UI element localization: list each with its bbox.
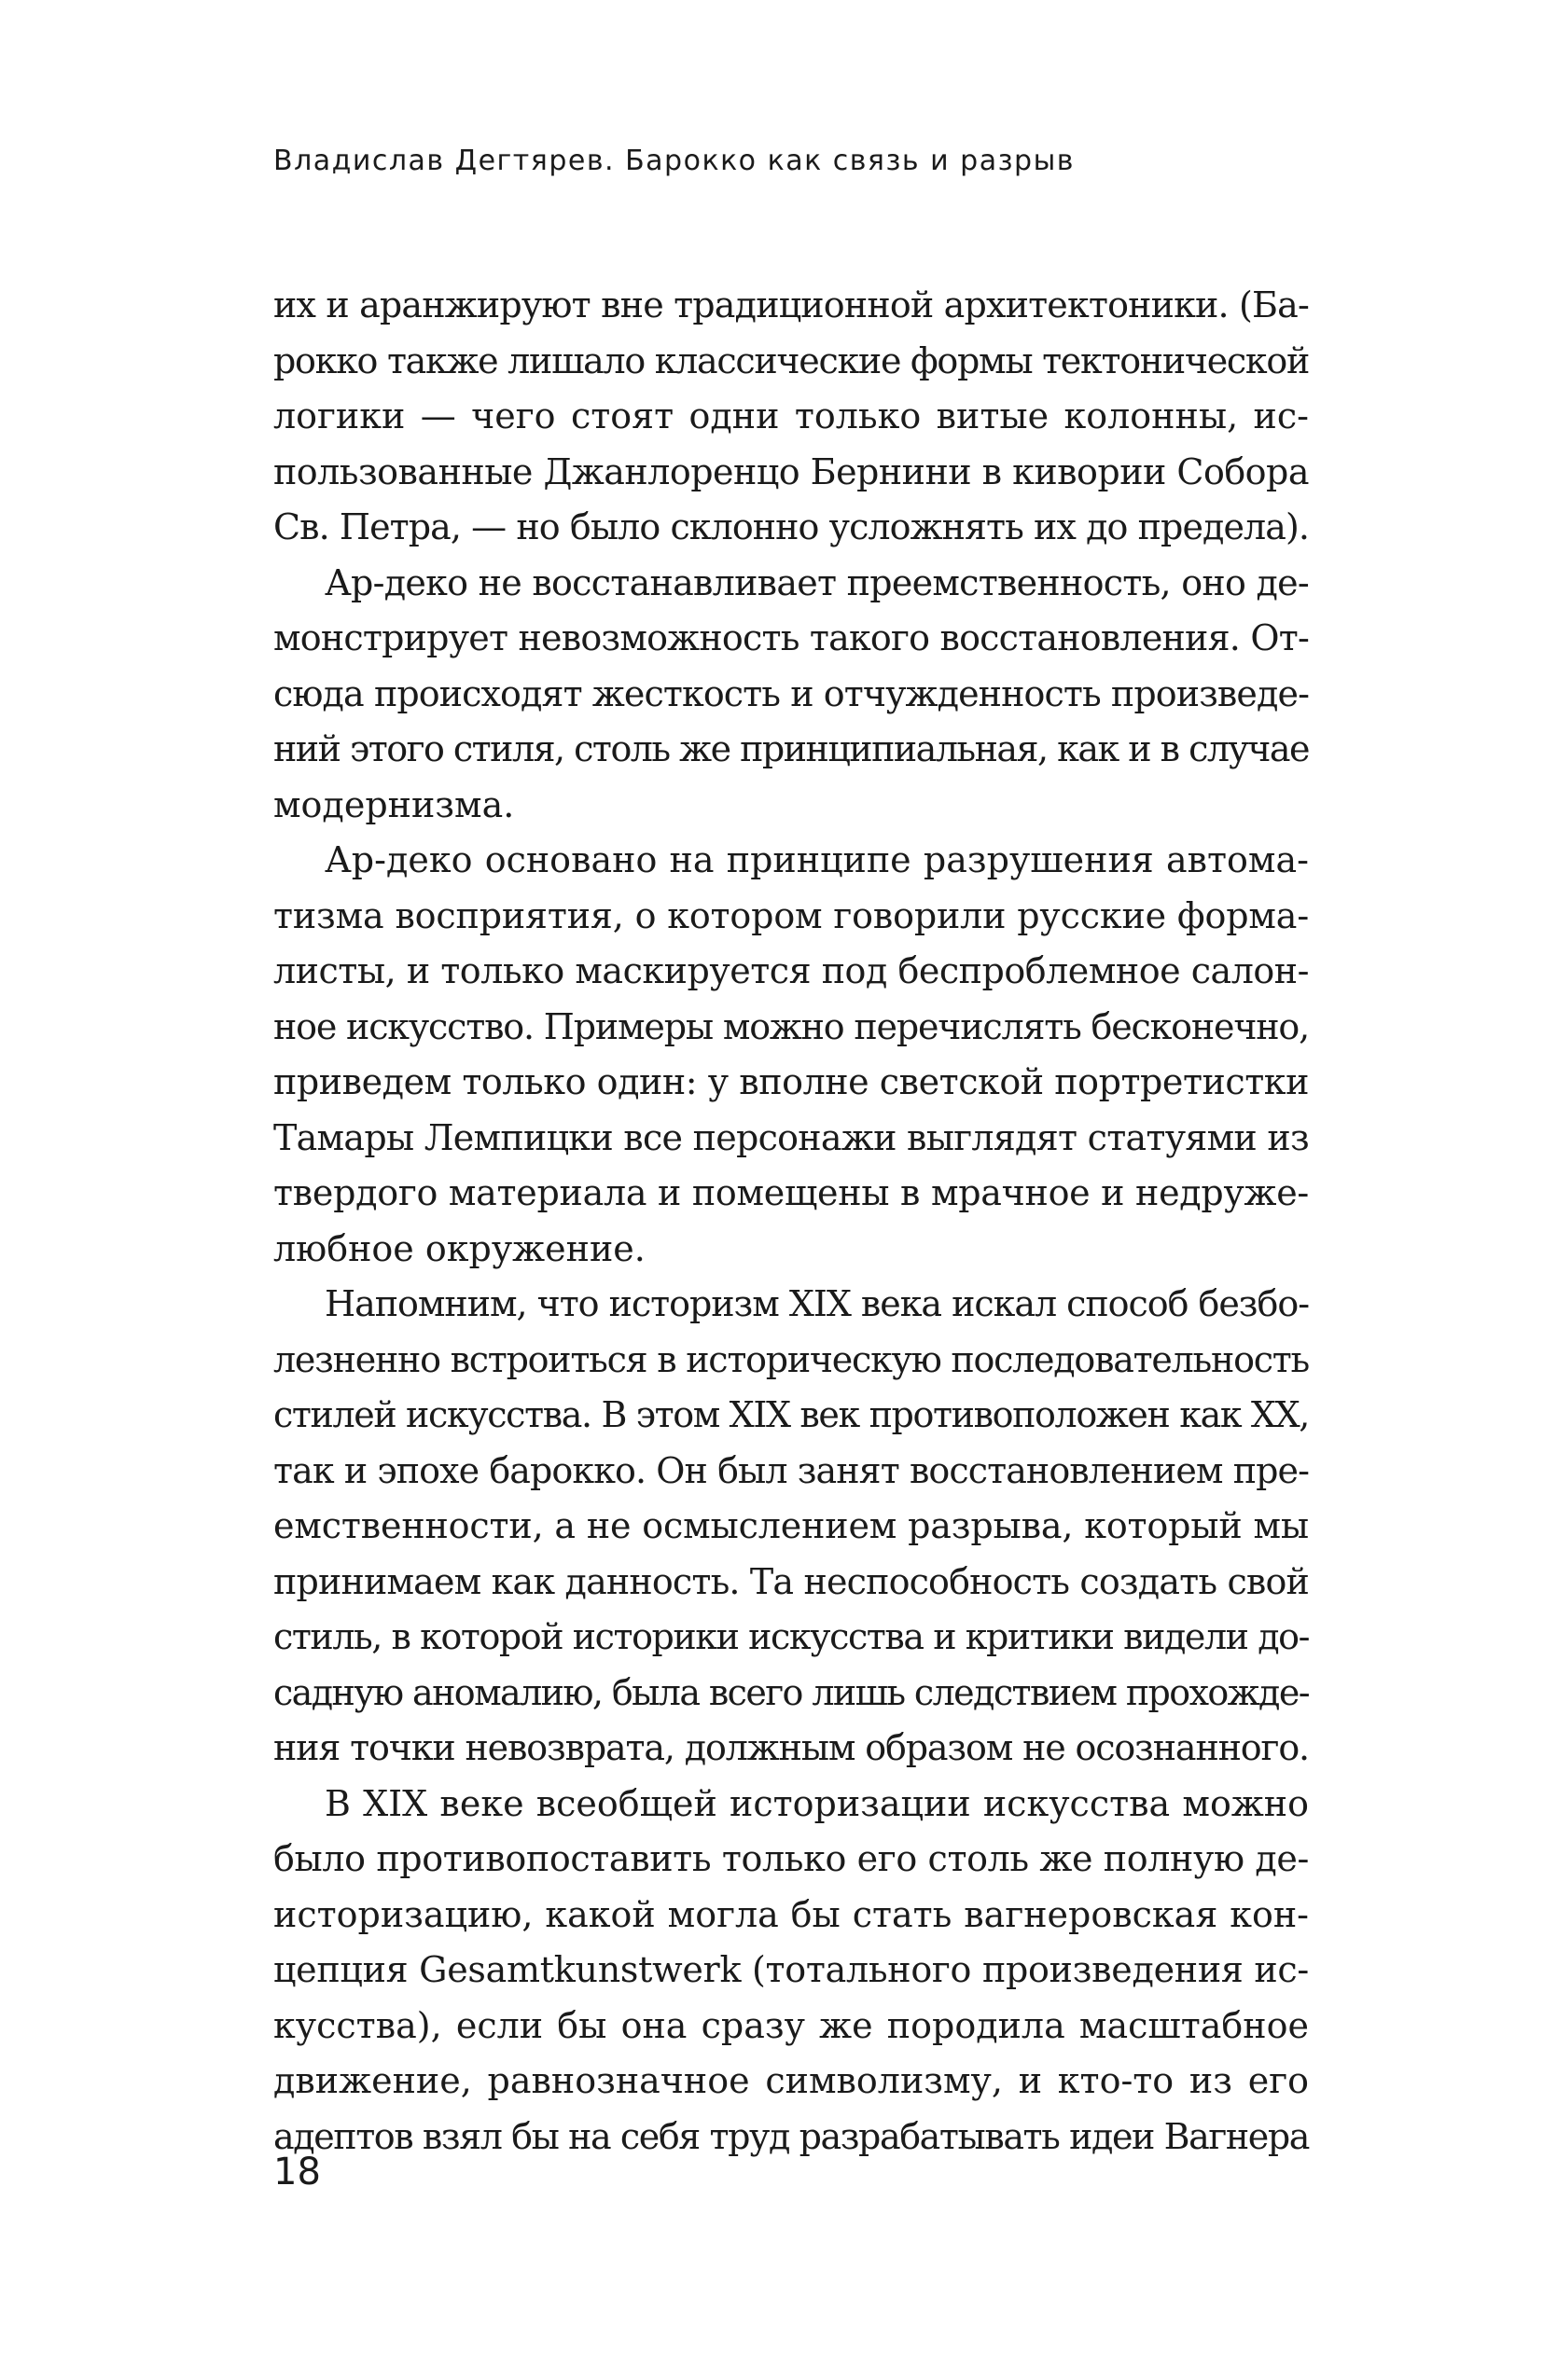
text-line: тизма восприятия, о котором говорили русские форма-	[273, 894, 1309, 936]
text-line: так и эпохе барокко. Он был занят восстановлением пре-	[273, 1449, 1309, 1491]
running-header: Владислав Дегтярев. Барокко как связь и разрыв	[273, 145, 1075, 177]
text-line: садную аномалию, была всего лишь следствием прохожде-	[273, 1671, 1309, 1713]
text-line: приведем только один: у вполне светской портретистки	[273, 1061, 1309, 1102]
text-line: емственности, а не осмыслением разрыва, который мы	[273, 1505, 1309, 1546]
text-line: адептов взял бы на себя труд разрабатывать идеи Вагнера	[273, 2115, 1309, 2157]
text-line: пользованные Джанлоренцо Бернини в кивории Собора	[273, 450, 1309, 492]
text-line: ний этого стиля, столь же принципиальная, как и в случае	[273, 728, 1309, 769]
text-line: ное искусство. Примеры можно перечислять бесконечно,	[273, 1005, 1309, 1047]
text-line: модернизма.	[273, 783, 515, 825]
text-line: лезненно встроиться в историческую последовательность	[273, 1338, 1309, 1380]
text-line: В XIX веке всеобщей историзации искусства можно	[325, 1782, 1309, 1824]
text-line: рокко также лишало классические формы тектонической	[273, 339, 1310, 381]
text-line: Ар-деко не восстанавливает преемственность, оно де-	[325, 561, 1309, 603]
text-line: листы, и только маскируется под беспроблемное салон-	[273, 950, 1309, 991]
text-line: движение, равнозначное символизму, и кто-то из его	[273, 2060, 1309, 2101]
text-line: историзацию, какой могла бы стать вагнеровская кон-	[273, 1893, 1309, 1935]
text-line: твердого материала и помещены в мрачное и недруже-	[273, 1172, 1309, 1213]
text-line: Напомним, что историзм XIX века искал способ безбо-	[325, 1283, 1310, 1324]
text-line: принимаем как данность. Та неспособность создать свой	[273, 1560, 1310, 1602]
body-text	[273, 278, 1309, 2165]
text-line: цепция Gesamtkunstwerk (тотального произведения ис-	[273, 1949, 1309, 1990]
text-line: сюда происходят жесткость и отчужденность произведе-	[273, 672, 1309, 714]
text-line: кусства), если бы она сразу же породила масштабное	[273, 2004, 1309, 2046]
page-number: 18	[273, 2151, 321, 2193]
text-line: монстрирует невозможность такого восстановления. От-	[273, 617, 1309, 658]
text-line: любное окружение.	[273, 1227, 646, 1269]
text-line: Ар-деко основано на принципе разрушения автома-	[325, 839, 1309, 880]
text-line: Тамары Лемпицки все персонажи выглядят статуями из	[273, 1116, 1309, 1158]
text-line: их и аранжируют вне традиционной архитектоники. (Ба-	[273, 284, 1309, 325]
text-line: стилей искусства. В этом XIX век противоположен как XX,	[273, 1394, 1309, 1435]
text-line: Св. Петра, — но было склонно усложнять их до предела).	[273, 506, 1309, 547]
text-line: логики — чего стоят одни только витые колонны, ис-	[273, 395, 1309, 436]
text-line: было противопоставить только его столь же полную де-	[273, 1838, 1309, 1879]
text-line: ния точки невозврата, должным образом не осознанного.	[273, 1727, 1309, 1768]
text-line: стиль, в которой историки искусства и критики видели до-	[273, 1616, 1309, 1657]
